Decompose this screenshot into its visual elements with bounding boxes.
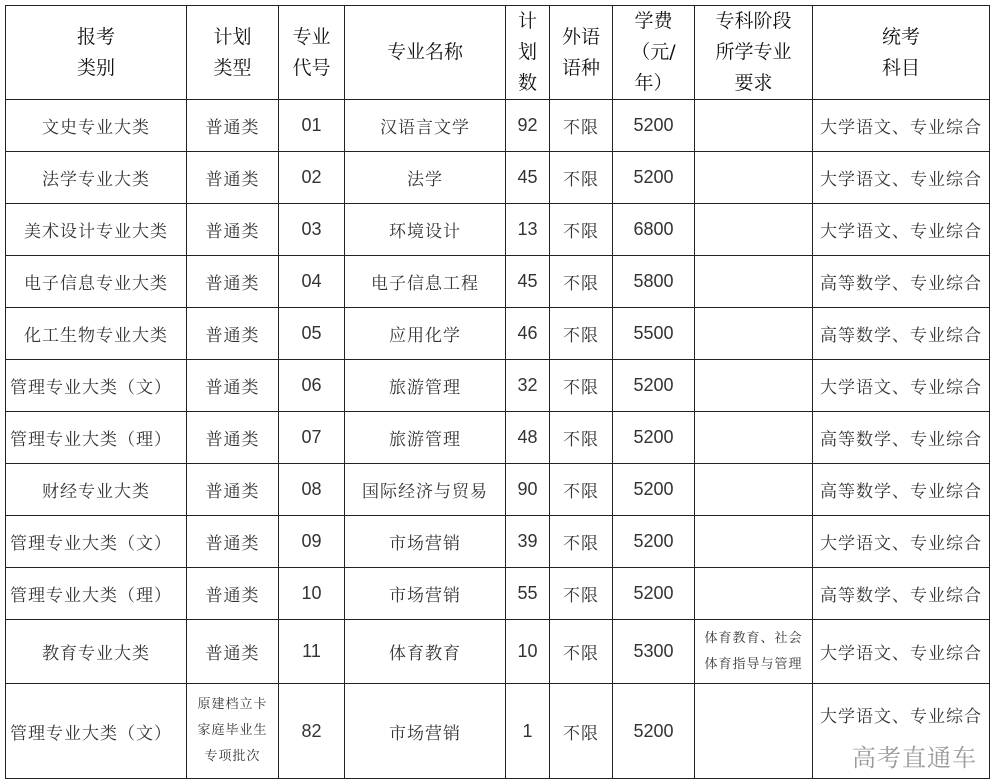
cell-plan-count: 10 — [506, 620, 550, 684]
table-row — [6, 568, 990, 620]
cell-tuition: 5200 — [613, 152, 695, 204]
cell-exam-subjects: 高等数学、专业综合 — [813, 464, 990, 516]
cell-major-name: 法学 — [345, 152, 506, 204]
cell-category: 化工生物专业大类 — [6, 308, 187, 360]
cell-major-code: 11 — [279, 620, 345, 684]
cell-foreign-language: 不限 — [550, 516, 613, 568]
cell-plan-count: 13 — [506, 204, 550, 256]
cell-major-name: 市场营销 — [345, 516, 506, 568]
cell-prior-major-requirement — [695, 568, 813, 620]
cell-foreign-language: 不限 — [550, 204, 613, 256]
cell-plan-count: 45 — [506, 152, 550, 204]
cell-foreign-language: 不限 — [550, 568, 613, 620]
cell-foreign-language: 不限 — [550, 464, 613, 516]
cell-major-name: 汉语言文学 — [345, 100, 506, 152]
cell-category: 美术设计专业大类 — [6, 204, 187, 256]
cell-plan-count: 55 — [506, 568, 550, 620]
cell-category: 电子信息专业大类 — [6, 256, 187, 308]
cell-exam-subjects: 大学语文、专业综合 — [813, 620, 990, 684]
cell-plan-type: 普通类 — [187, 360, 279, 412]
header-line: 语种 — [561, 56, 600, 79]
cell-tuition: 5200 — [613, 360, 695, 412]
cell-major-code: 03 — [279, 204, 345, 256]
cell-tuition: 5200 — [613, 464, 695, 516]
cell-major-code: 06 — [279, 360, 345, 412]
cell-exam-subjects: 大学语文、专业综合 — [813, 516, 990, 568]
cell-plan-type: 普通类 — [187, 100, 279, 152]
cell-foreign-language: 不限 — [550, 308, 613, 360]
table-row — [6, 152, 990, 204]
header-line: 科目 — [881, 56, 920, 79]
cell-foreign-language: 不限 — [550, 360, 613, 412]
cell-prior-major-requirement — [695, 256, 813, 308]
cell-plan-type: 普通类 — [187, 412, 279, 464]
header-line: 专科阶段 — [715, 10, 792, 32]
cell-major-code: 10 — [279, 568, 345, 620]
cell-foreign-language: 不限 — [550, 100, 613, 152]
cell-category: 文史专业大类 — [6, 100, 187, 152]
cell-major-code: 02 — [279, 152, 345, 204]
cell-plan-type: 普通类 — [187, 516, 279, 568]
header-line: 计划 — [213, 25, 252, 48]
cell-major-name: 电子信息工程 — [345, 256, 506, 308]
cell-exam-subjects: 高等数学、专业综合 — [813, 308, 990, 360]
cell-tuition: 5200 — [613, 412, 695, 464]
cell-major-name: 体育教育 — [345, 620, 506, 684]
table-row — [6, 684, 990, 779]
header-line: 计 — [517, 10, 537, 32]
header-line: 专业 — [292, 25, 331, 48]
cell-category: 管理专业大类（文） — [6, 684, 187, 779]
cell-category: 管理专业大类（理） — [6, 412, 187, 464]
header-line: 统考 — [881, 25, 920, 48]
cell-major-code: 01 — [279, 100, 345, 152]
cell-exam-subjects: 大学语文、专业综合 — [813, 684, 990, 779]
cell-plan-count: 46 — [506, 308, 550, 360]
cell-prior-major-requirement — [695, 684, 813, 779]
table-row — [6, 360, 990, 412]
cell-exam-subjects: 大学语文、专业综合 — [813, 204, 990, 256]
cell-prior-major-requirement — [695, 516, 813, 568]
table-row — [6, 516, 990, 568]
cell-plan-type: 普通类 — [187, 464, 279, 516]
cell-major-name: 应用化学 — [345, 308, 506, 360]
cell-prior-major-requirement — [695, 360, 813, 412]
cell-major-code: 04 — [279, 256, 345, 308]
cell-major-code: 82 — [279, 684, 345, 779]
header-category — [6, 6, 187, 100]
header-line: 所学专业 — [715, 41, 792, 63]
cell-plan-type: 普通类 — [187, 620, 279, 684]
cell-prior-major-requirement — [695, 308, 813, 360]
cell-exam-subjects: 高等数学、专业综合 — [813, 568, 990, 620]
cell-major-name: 市场营销 — [345, 684, 506, 779]
cell-foreign-language: 不限 — [550, 412, 613, 464]
cell-foreign-language: 不限 — [550, 152, 613, 204]
cell-exam-subjects: 大学语文、专业综合 — [813, 152, 990, 204]
cell-exam-subjects: 高等数学、专业综合 — [813, 256, 990, 308]
header-plan-count — [506, 6, 550, 100]
cell-tuition: 5200 — [613, 100, 695, 152]
cell-major-code: 08 — [279, 464, 345, 516]
cell-plan-count: 32 — [506, 360, 550, 412]
header-line: 要求 — [734, 72, 773, 94]
cell-category: 管理专业大类（文） — [6, 516, 187, 568]
cell-tuition: 5800 — [613, 256, 695, 308]
cell-major-name: 市场营销 — [345, 568, 506, 620]
cell-plan-type: 普通类 — [187, 152, 279, 204]
cell-major-code: 05 — [279, 308, 345, 360]
header-row — [6, 6, 990, 100]
header-major-name — [345, 6, 506, 100]
header-line: 报考 — [76, 25, 115, 48]
cell-prior-major-requirement — [695, 100, 813, 152]
cell-major-name: 旅游管理 — [345, 360, 506, 412]
header-line: 类型 — [213, 56, 252, 79]
header-line: 划 — [517, 41, 537, 63]
table-row — [6, 204, 990, 256]
table-row — [6, 100, 990, 152]
header-line: 类别 — [76, 56, 115, 79]
header-line: 外语 — [561, 25, 600, 48]
enrollment-plan-table — [5, 5, 990, 779]
table-row — [6, 412, 990, 464]
header-major-code — [279, 6, 345, 100]
cell-major-code: 07 — [279, 412, 345, 464]
cell-category: 管理专业大类（理） — [6, 568, 187, 620]
header-line: 年） — [634, 72, 673, 94]
cell-plan-type: 普通类 — [187, 204, 279, 256]
cell-prior-major-requirement — [695, 204, 813, 256]
cell-foreign-language: 不限 — [550, 620, 613, 684]
cell-major-name: 环境设计 — [345, 204, 506, 256]
cell-plan-type: 普通类 — [187, 308, 279, 360]
header-line: 代号 — [292, 56, 331, 79]
cell-prior-major-requirement: 体育教育、社会体育指导与管理 — [695, 620, 813, 684]
cell-plan-count: 45 — [506, 256, 550, 308]
cell-prior-major-requirement — [695, 152, 813, 204]
header-foreign-language — [550, 6, 613, 100]
header-plan-type — [187, 6, 279, 100]
cell-plan-type: 原建档立卡家庭毕业生专项批次 — [187, 684, 279, 779]
cell-category: 管理专业大类（文） — [6, 360, 187, 412]
cell-plan-type: 普通类 — [187, 256, 279, 308]
watermark: 高考直通车 — [852, 744, 977, 772]
cell-category: 教育专业大类 — [6, 620, 187, 684]
header-line: 数 — [517, 72, 537, 94]
cell-prior-major-requirement — [695, 464, 813, 516]
cell-tuition: 5300 — [613, 620, 695, 684]
cell-plan-count: 92 — [506, 100, 550, 152]
cell-tuition: 5200 — [613, 516, 695, 568]
header-exam-subjects — [813, 6, 990, 100]
header-line: 专业名称 — [386, 41, 463, 63]
cell-foreign-language: 不限 — [550, 684, 613, 779]
cell-plan-type: 普通类 — [187, 568, 279, 620]
cell-exam-subjects: 高等数学、专业综合 — [813, 412, 990, 464]
cell-prior-major-requirement — [695, 412, 813, 464]
cell-tuition: 5200 — [613, 684, 695, 779]
cell-category: 财经专业大类 — [6, 464, 187, 516]
cell-exam-subjects: 大学语文、专业综合 — [813, 100, 990, 152]
cell-tuition: 5200 — [613, 568, 695, 620]
cell-plan-count: 90 — [506, 464, 550, 516]
cell-exam-subjects: 大学语文、专业综合 — [813, 360, 990, 412]
header-prior-major-requirement — [695, 6, 813, 100]
cell-foreign-language: 不限 — [550, 256, 613, 308]
cell-plan-count: 48 — [506, 412, 550, 464]
cell-tuition: 5500 — [613, 308, 695, 360]
table-row — [6, 256, 990, 308]
cell-major-name: 旅游管理 — [345, 412, 506, 464]
cell-plan-count: 39 — [506, 516, 550, 568]
cell-plan-count: 1 — [506, 684, 550, 779]
table-row — [6, 620, 990, 684]
cell-major-name: 国际经济与贸易 — [345, 464, 506, 516]
table-row — [6, 308, 990, 360]
cell-tuition: 6800 — [613, 204, 695, 256]
header-line: （元/ — [631, 41, 676, 63]
header-line: 学费 — [634, 10, 673, 32]
cell-major-code: 09 — [279, 516, 345, 568]
table-row — [6, 464, 990, 516]
header-tuition — [613, 6, 695, 100]
cell-category: 法学专业大类 — [6, 152, 187, 204]
